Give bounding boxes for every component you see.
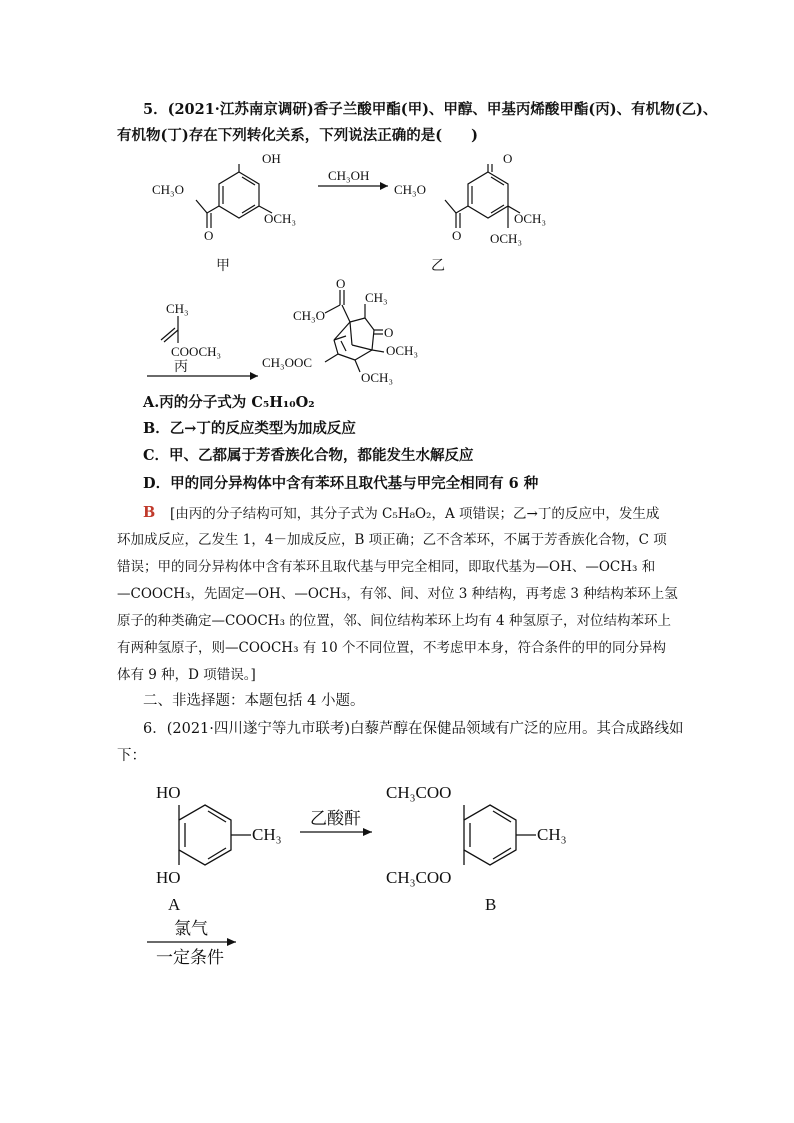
a-methyl-label: CH₃ (252, 825, 282, 844)
arrow-3-head (363, 828, 372, 836)
b-label: B (485, 895, 497, 914)
jia-carbonyl-o: O (204, 228, 214, 243)
yi-ester-label: CH₃O (394, 182, 426, 197)
a-ho-top: HO (156, 783, 181, 802)
reagent-conditions: 一定条件 (156, 948, 224, 967)
structure-b (464, 805, 536, 865)
q5-line2: 有机物(丁)存在下列转化关系，下列说法正确的是( ) (117, 127, 478, 144)
answer-key: B (143, 504, 156, 521)
q5-option-a: A.丙的分子式为 C₅H₁₀O₂ (143, 394, 315, 411)
ding-ketone-o: O (384, 325, 394, 340)
reagent-ch3oh: CH₃OH (328, 168, 370, 183)
explanation-line-6: 有两种氢原子，则—COOCH₃ 有 10 个不同位置，不考虑甲本身，符合条件的甲的同分异构 (117, 640, 667, 656)
yi-ome2-label: OCH₃ (490, 231, 522, 246)
jia-label: 甲 (216, 259, 230, 274)
reagent-acetic-anhydride: 乙酸酐 (310, 809, 361, 828)
bing-label: 丙 (174, 360, 188, 375)
explanation-line-7: 体有 9 种，D 项错误。] (117, 667, 256, 683)
yi-ome1-label: OCH₃ (514, 211, 546, 226)
q6-line1: 6．(2021·四川遂宁等九市联考)白藜芦醇在保健品领域有广泛的应用。其合成路线如 (143, 721, 684, 737)
yi-ketone-o: O (503, 151, 513, 166)
q5-option-b: B．乙→丁的反应类型为加成反应 (143, 420, 356, 437)
bing-methyl-label: CH₃ (166, 301, 189, 316)
bing-ester-label: COOCH₃ (171, 344, 222, 359)
ding-methyl-label: CH₃ (365, 290, 388, 305)
q6-line2: 下： (117, 748, 146, 764)
section-heading: 二、非选择题：本题包括 4 小题。 (143, 693, 365, 709)
b-methyl-label: CH₃ (537, 825, 567, 844)
explanation-line-3: 错误；甲的同分异构体中含有苯环且取代基与甲完全相同，即取代基为—OH、—OCH₃ 和 (117, 559, 656, 575)
q5-option-d: D．甲的同分异构体中含有苯环且取代基与甲完全相同有 6 种 (143, 475, 539, 492)
yi-carbonyl-o: O (452, 228, 462, 243)
structure-a (179, 805, 251, 865)
ding-top-ester-label: CH₃O (293, 308, 325, 323)
a-label: A (168, 895, 181, 914)
b-acetoxy-top: CH₃COO (386, 783, 452, 802)
explanation-line-5: 原子的种类确定—COOCH₃ 的位置，邻、间位结构苯环上均有 4 种氢原子，对位结构苯环上 (117, 613, 671, 629)
reagent-chlorine: 氯气 (174, 919, 208, 938)
explanation-line-2: 环加成反应，乙发生 1，4－加成反应，B 项正确；乙不含苯环，不属于芳香族化合物，C 项 (117, 532, 667, 548)
jia-ester-label: CH₃O (152, 182, 184, 197)
ding-ome2-label: OCH₃ (361, 370, 393, 385)
arrow-4-head (227, 938, 236, 946)
ding-left-ester-label: CH₃OOC (262, 355, 313, 370)
ding-top-carbonyl-o: O (336, 276, 346, 291)
explanation-line-1: [由丙的分子结构可知，其分子式为 C₅H₈O₂，A 项错误；乙→丁的反应中，发生成 (170, 506, 660, 522)
q5-line1: 5．(2021·江苏南京调研)香子兰酸甲酯(甲)、甲醇、甲基丙烯酸甲酯(丙)、有机物(乙)、 (143, 101, 718, 118)
yi-label: 乙 (431, 259, 445, 274)
q5-option-c: C．甲、乙都属于芳香族化合物，都能发生水解反应 (143, 447, 474, 464)
ding-ome1-label: OCH₃ (386, 343, 418, 358)
b-acetoxy-bottom: CH₃COO (386, 868, 452, 887)
jia-oh-label: OH (262, 151, 281, 166)
jia-ome-label: OCH₃ (264, 211, 296, 226)
a-ho-bottom: HO (156, 868, 181, 887)
explanation-line-4: —COOCH₃，先固定—OH、—OCH₃，有邻、间、对位 3 种结构，再考虑 3 种结构苯环上氢 (117, 586, 678, 602)
